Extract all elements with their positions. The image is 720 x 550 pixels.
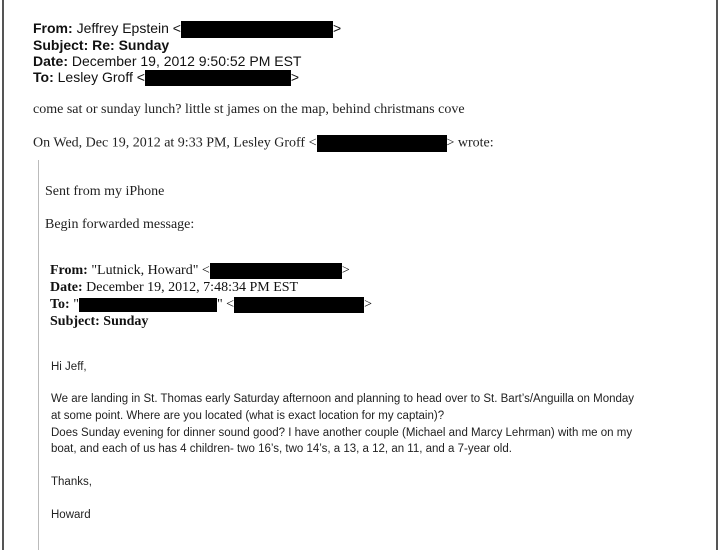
- redaction-bar: [79, 298, 217, 312]
- header-date-label: Date:: [33, 53, 69, 69]
- fwd-to-row: [50, 296, 372, 313]
- fwd-date-label: Date:: [50, 280, 83, 295]
- header-date-row: [33, 53, 301, 69]
- fwd-subject-row: [50, 313, 148, 330]
- header-to-row: [33, 69, 299, 86]
- message-line: at some point. Where are you located (what is exact location for my captain)?: [51, 410, 445, 422]
- redaction-bar: [181, 21, 333, 38]
- fwd-to-label: To:: [50, 297, 70, 312]
- fwd-subject-value: Sunday: [103, 314, 149, 329]
- fwd-from-tail: >: [341, 263, 350, 278]
- header-from-value: Jeffrey Epstein <: [76, 20, 181, 36]
- fwd-from-label: From:: [50, 263, 88, 278]
- sent-from-iphone: Sent from my iPhone: [45, 184, 165, 199]
- right-border: [716, 0, 718, 550]
- header-from-label: From:: [33, 20, 73, 36]
- message-thanks: Thanks,: [51, 476, 92, 488]
- message-line: We are landing in St. Thomas early Saturday afternoon and planning to head over to St. Bart’s/Anguilla on Monday: [51, 393, 635, 405]
- fwd-to-tail: >: [364, 297, 372, 312]
- fwd-from-row: [50, 262, 350, 279]
- quote-intro-text: On Wed, Dec 19, 2012 at 9:33 PM, Lesley Groff <: [33, 135, 317, 151]
- message-greeting: Hi Jeff,: [51, 361, 87, 373]
- quote-intro-tail: > wrote:: [446, 135, 494, 151]
- header-subject-value: Re: Sunday: [92, 37, 170, 53]
- header-from-tail: >: [332, 20, 342, 36]
- fwd-from-value: "Lutnick, Howard" <: [91, 263, 210, 278]
- redaction-bar: [210, 263, 342, 279]
- redaction-bar: [317, 135, 447, 152]
- fwd-to-mid: ": [216, 297, 223, 312]
- header-subject-row: [33, 37, 169, 53]
- fwd-date-row: [50, 279, 298, 296]
- begin-forwarded: Begin forwarded message:: [45, 217, 195, 232]
- header-to-value: Lesley Groff <: [57, 69, 145, 85]
- header-from-row: [33, 20, 341, 38]
- header-date-value: December 19, 2012 9:50:52 PM EST: [71, 53, 302, 69]
- header-to-label: To:: [33, 69, 54, 85]
- quote-bar: [38, 160, 39, 550]
- fwd-date-value: December 19, 2012, 7:48:34 PM EST: [86, 280, 299, 295]
- redaction-bar: [234, 297, 364, 313]
- message-line: Does Sunday evening for dinner sound good? I have another couple (Michael and Marcy Lehrman) with me on my: [51, 427, 633, 439]
- fwd-to-open: <: [226, 297, 235, 312]
- header-subject-label: Subject:: [33, 37, 89, 53]
- left-border: [2, 0, 4, 550]
- message-line: boat, and each of us has 4 children- two 16’s, two 14’s, a 13, a 12, an 11, and a 7-year old.: [51, 443, 512, 455]
- quote-intro-row: [33, 135, 494, 152]
- fwd-to-value: ": [73, 297, 79, 312]
- reply-body: come sat or sunday lunch? little st james on the map, behind christmans cove: [33, 102, 465, 117]
- redaction-bar: [145, 70, 291, 86]
- fwd-subject-label: Subject:: [50, 314, 100, 329]
- message-signature: Howard: [51, 509, 91, 521]
- header-to-tail: >: [290, 69, 300, 85]
